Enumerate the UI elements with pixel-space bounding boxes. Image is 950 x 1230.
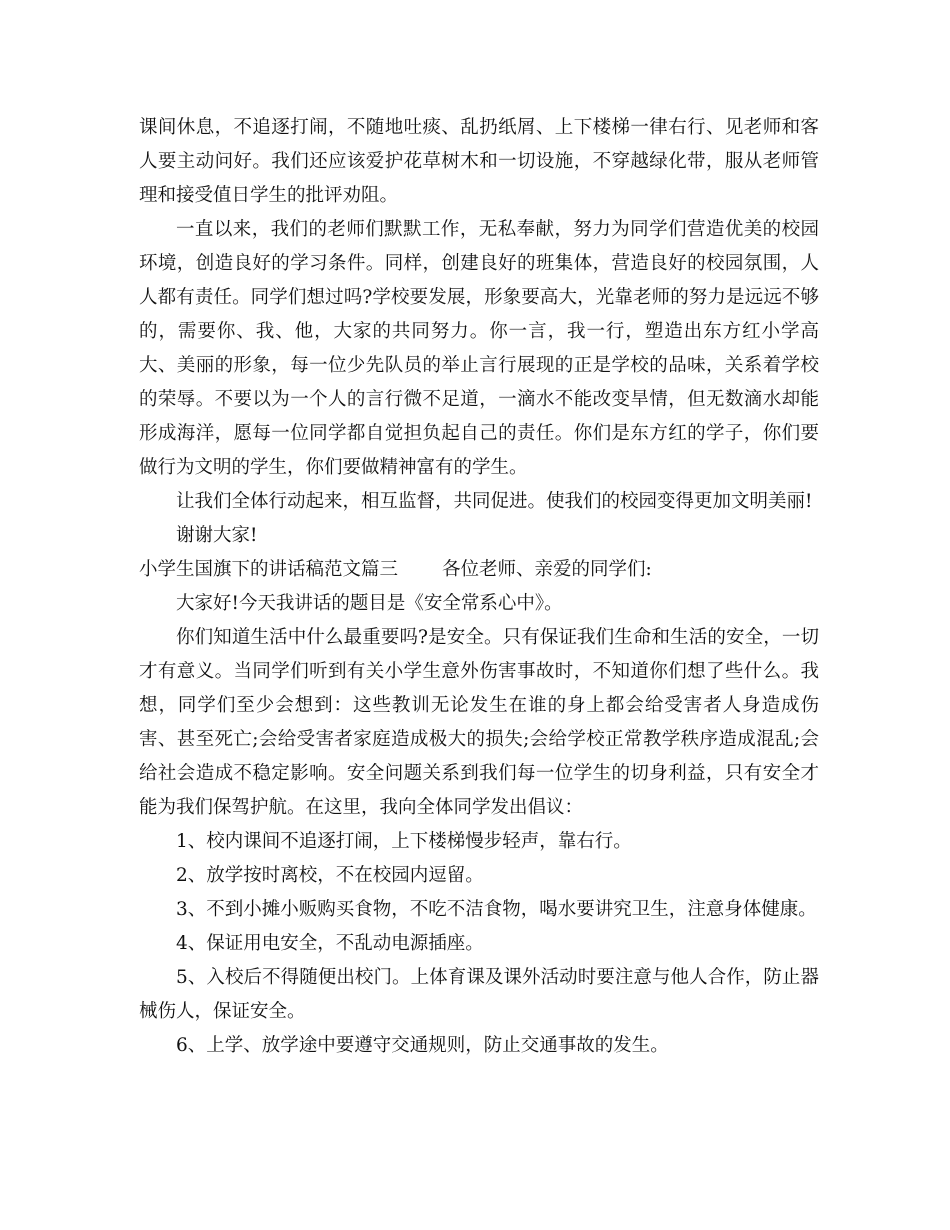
salutation: 各位老师、亲爱的同学们: (442, 559, 652, 580)
paragraph: 课间休息，不追逐打闹，不随地吐痰、乱扔纸屑、上下楼梯一律右行、见老师和客人要主动问好。我们还应该爱护花草树木和一切设施，不穿越绿化带，服从老师管理和接受值日学生的批评劝阻。 (139, 117, 819, 206)
paragraph: 你们知道生活中什么最重要吗?是安全。只有保证我们生命和生活的安全，一切才有意义。当同学们听到有关小学生意外伤害事故时，不知道你们想了些什么。我想，同学们至少会想到：这些教训无论发生在谁的身上都会给受害者人身造成伤害、甚至死亡;会给受害者家庭造成极大的损失;会给学校正常教学秩序造成混乱;会给社会造成不稳定影响。安全问题关系到我们每一位学生的切身利益，只有安全才能为我们保驾护航。在这里，我向全体同学发出倡议： (139, 627, 819, 818)
list-item: 3、不到小摊小贩购买食物，不吃不洁食物，喝水要讲究卫生，注意身体健康。 (176, 899, 817, 920)
paragraph: 谢谢大家! (176, 525, 258, 546)
list-item: 2、放学按时离校，不在校园内逗留。 (176, 865, 484, 886)
list-item: 6、上学、放学途中要遵守交通规则，防止交通事故的发生。 (176, 1035, 669, 1056)
section-title: 小学生国旗下的讲话稿范文篇三 (139, 559, 399, 580)
paragraph: 一直以来，我们的老师们默默工作，无私奉献，努力为同学们营造优美的校园环境，创造良好的学习条件。同样，创建良好的班集体，营造良好的校园氛围，人人都有责任。同学们想过吗?学校要发展，形象要高大，光靠老师的努力是远远不够的，需要你、我、他，大家的共同努力。你一言，我一行，塑造出东方红小学高大、美丽的形象，每一位少先队员的举止言行展现的正是学校的品味，关系着学校的荣辱。不要以为一个人的言行微不足道，一滴水不能改变旱情，但无数滴水却能形成海洋，愿每一位同学都自觉担负起自己的责任。你们是东方红的学子，你们要做行为文明的学生，你们要做精神富有的学生。 (139, 219, 819, 478)
paragraph: 让我们全体行动起来，相互监督，共同促进。使我们的校园变得更加文明美丽! (176, 491, 813, 512)
document-body (139, 111, 819, 1063)
list-item: 5、入校后不得随便出校门。上体育课及课外活动时要注意与他人合作，防止器械伤人，保证安全。 (139, 967, 819, 1022)
list-item: 1、校内课间不追逐打闹，上下楼梯慢步轻声，靠右行。 (176, 831, 632, 852)
list-item: 4、保证用电安全，不乱动电源插座。 (176, 933, 484, 954)
paragraph: 大家好!今天我讲话的题目是《安全常系心中》。 (176, 593, 563, 614)
section-heading (139, 553, 819, 587)
